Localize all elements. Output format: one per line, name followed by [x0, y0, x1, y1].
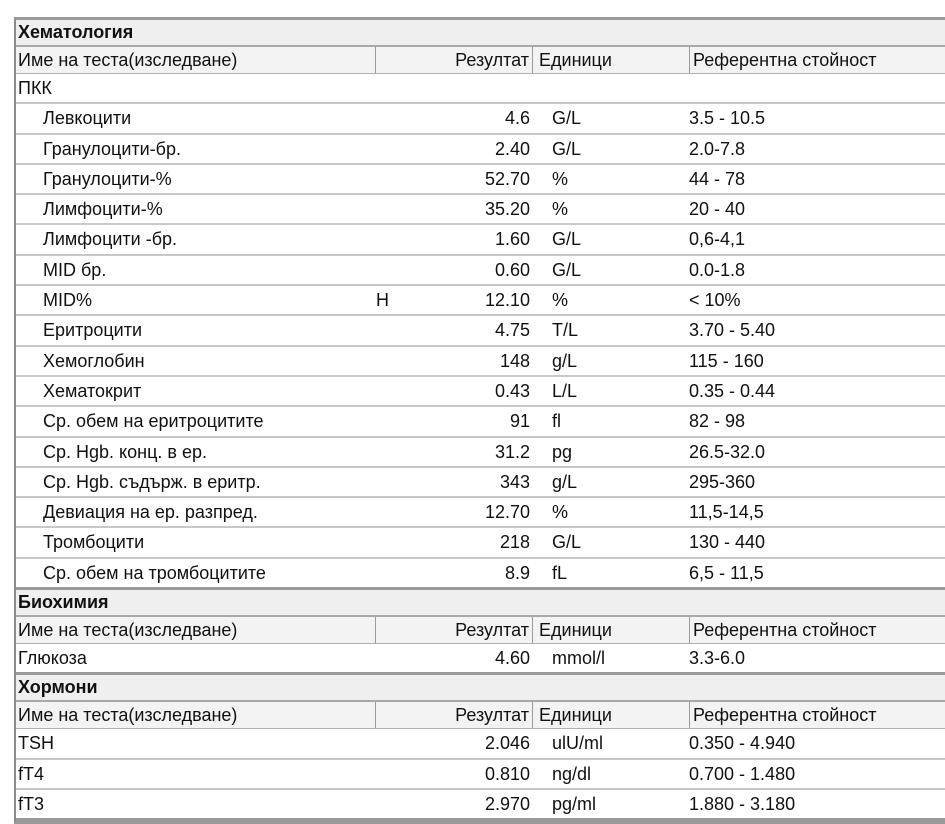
flag: [376, 347, 436, 375]
result-value: 91: [509, 411, 530, 432]
reference-range: 130 - 440: [689, 532, 766, 553]
reference-range: < 10%: [689, 290, 741, 311]
result-value: 8.9: [504, 562, 530, 583]
header-name: Име на теста(изследване): [16, 702, 376, 728]
test-name: MID бр.: [43, 259, 107, 280]
units: g/L: [552, 471, 578, 492]
test-name: Левкоцити: [43, 108, 132, 129]
units: G/L: [552, 259, 582, 280]
reference-range: 0.350 - 4.940: [689, 733, 796, 754]
result-value: 0.43: [494, 380, 530, 401]
result-value: 343: [499, 471, 530, 492]
units: %: [552, 168, 569, 189]
lab-results-table: [14, 17, 945, 824]
table-row: [16, 498, 945, 528]
units: mmol/l: [552, 648, 605, 669]
section-title: Хормони: [16, 675, 945, 702]
test-name: Ср. обем на тромбоцитите: [43, 562, 266, 583]
flag: [376, 760, 436, 788]
result-value: 2.970: [484, 793, 530, 814]
result-value: 2.046: [484, 733, 530, 754]
result-value: 52.70: [484, 168, 530, 189]
header-units: Единици: [533, 702, 690, 728]
reference-range: 0.0-1.8: [689, 259, 746, 280]
table-row: [16, 559, 945, 590]
test-name: Еритроцити: [43, 320, 142, 341]
reference-range: 3.70 - 5.40: [689, 320, 776, 341]
test-name: Ср. Hgb. съдърж. в еритр.: [43, 471, 261, 492]
table-row: [16, 347, 945, 377]
header-name: Име на теста(изследване): [16, 617, 376, 643]
flag: [376, 528, 436, 556]
reference-range: 44 - 78: [689, 168, 746, 189]
table-row: [16, 377, 945, 407]
section-title: Биохимия: [16, 590, 945, 617]
result-value: 218: [499, 532, 530, 553]
table-row: [16, 528, 945, 558]
units: G/L: [552, 108, 582, 129]
table-row: [16, 438, 945, 468]
table-row: [16, 256, 945, 286]
result-value: 1.60: [494, 229, 530, 250]
result-value: 2.40: [494, 138, 530, 159]
table-row: [16, 407, 945, 437]
test-name: fT3: [18, 793, 45, 814]
test-name: Лимфоцити-%: [43, 199, 163, 220]
flag: [376, 498, 436, 526]
flag: [376, 644, 436, 672]
column-header-row: [16, 617, 945, 644]
units: L/L: [552, 380, 578, 401]
reference-range: 6,5 - 11,5: [689, 562, 764, 583]
header-result: Резултат: [376, 617, 533, 643]
table-row: [16, 644, 945, 675]
flag: [376, 135, 436, 163]
units: fl: [552, 411, 561, 432]
result-value: 31.2: [494, 441, 530, 462]
result-value: 0.60: [494, 259, 530, 280]
table-row: [16, 286, 945, 316]
reference-range: 2.0-7.8: [689, 138, 746, 159]
result-value: 148: [499, 350, 530, 371]
result-value: 4.75: [494, 320, 530, 341]
test-name: Ср. обем на еритроцитите: [43, 411, 264, 432]
units: g/L: [552, 350, 578, 371]
reference-range: 0,6-4,1: [689, 229, 746, 250]
table-row: [16, 104, 945, 134]
test-name: Лимфоцити -бр.: [43, 229, 178, 250]
header-units: Единици: [533, 617, 690, 643]
reference-range: 0.35 - 0.44: [689, 380, 776, 401]
test-name: Девиация на ер. разпред.: [43, 502, 258, 523]
units: pg/ml: [552, 793, 597, 814]
units: T/L: [552, 320, 579, 341]
table-row: [16, 225, 945, 255]
flag: [376, 790, 436, 818]
result-value: 12.70: [484, 502, 530, 523]
header-reference: Референтна стойност: [693, 50, 877, 70]
flag: [376, 225, 436, 253]
reference-range: 20 - 40: [689, 199, 746, 220]
test-name: TSH: [18, 733, 54, 754]
header-reference: Референтна стойност: [693, 705, 877, 726]
reference-range: 82 - 98: [689, 411, 746, 432]
flag: [376, 438, 436, 466]
section-title: Хематология: [16, 20, 945, 47]
test-name: Тромбоцити: [43, 532, 145, 553]
table-row: [16, 195, 945, 225]
flag: [376, 316, 436, 344]
table-row: [16, 790, 945, 821]
units: G/L: [552, 138, 582, 159]
reference-range: 11,5-14,5: [689, 502, 764, 523]
flag: [376, 407, 436, 435]
units: ng/dl: [552, 763, 592, 784]
reference-range: 3.3-6.0: [689, 648, 746, 669]
reference-range: 115 - 160: [689, 350, 764, 371]
units: ulU/ml: [552, 733, 604, 754]
header-result: Резултат: [376, 702, 533, 728]
flag: [376, 468, 436, 496]
units: pg: [552, 441, 573, 462]
units: fL: [552, 562, 568, 583]
header-reference: Референтна стойност: [693, 620, 877, 641]
column-header-row: [16, 47, 945, 74]
flag: [376, 195, 436, 223]
reference-range: 295-360: [689, 471, 756, 492]
units: %: [552, 290, 569, 311]
test-name: Гранулоцити-бр.: [43, 138, 181, 159]
result-value: 4.60: [494, 648, 530, 669]
column-header-row: [16, 702, 945, 729]
group-name: ПКК: [18, 78, 52, 98]
flag: [376, 377, 436, 405]
table-row: [16, 729, 945, 759]
group-row: [16, 74, 945, 104]
test-name: Хематокрит: [43, 380, 142, 401]
test-name: Ср. Hgb. конц. в ер.: [43, 441, 207, 462]
table-row: [16, 760, 945, 790]
test-name: Хемоглобин: [43, 350, 145, 371]
header-name: Име на теста(изследване): [16, 47, 376, 73]
reference-range: 1.880 - 3.180: [689, 793, 796, 814]
test-name: MID%: [43, 290, 92, 311]
units: G/L: [552, 532, 582, 553]
flag: [376, 256, 436, 284]
table-row: [16, 316, 945, 346]
table-row: [16, 468, 945, 498]
test-name: Глюкоза: [18, 648, 87, 669]
units: %: [552, 199, 569, 220]
table-row: [16, 165, 945, 195]
result-value: 0.810: [484, 763, 530, 784]
flag: H: [376, 290, 389, 311]
reference-range: 26.5-32.0: [689, 441, 766, 462]
flag: [376, 165, 436, 193]
reference-range: 3.5 - 10.5: [689, 108, 766, 129]
flag: [376, 559, 436, 587]
result-value: 4.6: [504, 108, 530, 129]
reference-range: 0.700 - 1.480: [689, 763, 796, 784]
table-row: [16, 135, 945, 165]
header-result: Резултат: [376, 47, 533, 73]
flag: [376, 104, 436, 132]
flag: [376, 729, 436, 757]
test-name: Гранулоцити-%: [43, 168, 172, 189]
result-value: 35.20: [484, 199, 530, 220]
result-value: 12.10: [484, 290, 530, 311]
header-units: Единици: [533, 47, 690, 73]
units: G/L: [552, 229, 582, 250]
test-name: fT4: [18, 763, 45, 784]
units: %: [552, 502, 569, 523]
